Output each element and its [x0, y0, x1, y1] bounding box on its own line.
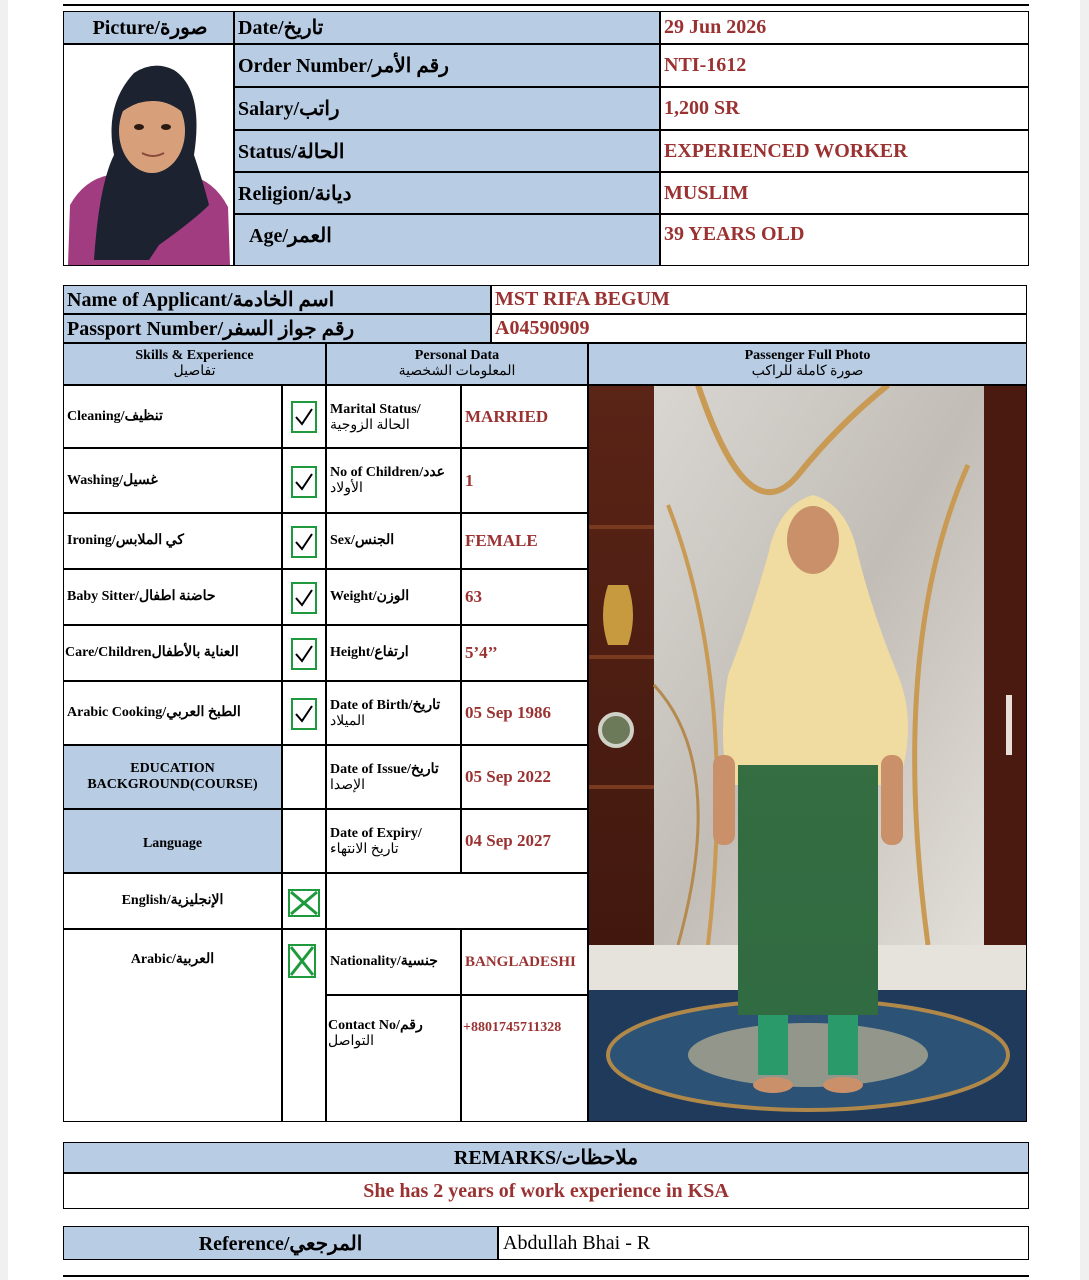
- status-label: Status/الحالة: [234, 130, 660, 172]
- checkmark-icon: [291, 638, 317, 670]
- date-of-birth-value: 05 Sep 1986: [461, 681, 588, 745]
- children-value: 1: [461, 448, 588, 513]
- children-label: [326, 448, 461, 513]
- language-arabic-cell: [282, 929, 326, 1122]
- photo-header-en: Passenger Full Photo: [744, 348, 871, 363]
- checkmark-icon: [291, 582, 317, 614]
- contact-label-line2: التواصل: [328, 1034, 374, 1049]
- applicant-name-value: MST RIFA BEGUM: [491, 285, 1027, 314]
- skill-label-arabic-cooking: Arabic Cooking/الطبخ العربي: [63, 681, 282, 745]
- skill-label-cleaning: Cleaning/تنظيف: [63, 385, 282, 448]
- language-label: Language: [63, 809, 282, 873]
- checkmark-icon: [291, 401, 317, 433]
- language-english-cell: [282, 873, 326, 929]
- top-rule: [63, 4, 1029, 6]
- dob-label-line2: الميلاد: [330, 714, 366, 729]
- marital-status-value: MARRIED: [461, 385, 588, 448]
- marital-label-line2: الحالة الزوجية: [330, 418, 410, 433]
- x-mark-icon: [288, 889, 320, 917]
- language-arabic-label: Arabic/العربية: [63, 929, 282, 1122]
- skill-check-cell-arabic-cooking: [282, 681, 326, 745]
- salary-value: 1,200 SR: [660, 87, 1029, 130]
- issue-label-line1: Date of Issue/تاريخ: [330, 762, 439, 777]
- issue-label-line2: الإصدا: [330, 778, 365, 793]
- date-of-expiry-label: [326, 809, 461, 873]
- order-number-value: NTI-1612: [660, 44, 1029, 87]
- marital-status-label: [326, 385, 461, 448]
- expiry-label-line1: Date of Expiry/: [330, 826, 422, 841]
- nationality-label: Nationality/جنسية: [326, 929, 461, 995]
- age-value: 39 YEARS OLD: [660, 214, 1029, 266]
- nationality-value: BANGLADESHI: [461, 929, 588, 995]
- skill-label-washing: Washing/غسيل: [63, 448, 282, 513]
- skill-check-cell-baby-sitter: [282, 569, 326, 625]
- cv-page: [8, 0, 1080, 1280]
- weight-label: Weight/الوزن: [326, 569, 461, 625]
- skill-check-cell-ironing: [282, 513, 326, 569]
- skills-header-ar: تفاصيل: [173, 364, 216, 379]
- checkmark-icon: [291, 466, 317, 498]
- date-of-expiry-value: 04 Sep 2027: [461, 809, 588, 873]
- passport-number-value: A04590909: [491, 314, 1027, 343]
- photo-header-ar: صورة كاملة للراكب: [751, 364, 864, 379]
- language-empty-cell: [282, 809, 326, 873]
- contact-label-line1: Contact No/رقم: [328, 1018, 423, 1033]
- skill-label-ironing: Ironing/كي الملابس: [63, 513, 282, 569]
- personal-empty-row: [326, 873, 588, 929]
- reference-label: Reference/المرجعي: [63, 1226, 498, 1260]
- expiry-label-line2: تاريخ الانتهاء: [330, 842, 399, 857]
- skill-check-cell-care-children: [282, 625, 326, 681]
- checkmark-icon: [291, 698, 317, 730]
- sex-value: FEMALE: [461, 513, 588, 569]
- skill-check-cell-cleaning: [282, 385, 326, 448]
- children-label-line2: الأولاد: [330, 481, 363, 496]
- age-label: Age/العمر: [234, 214, 660, 266]
- personal-header-en: Personal Data: [414, 348, 500, 363]
- skill-label-care-children: Care/Childrenالعناية بالأطفال: [63, 625, 282, 681]
- weight-value: 63: [461, 569, 588, 625]
- checkmark-icon: [291, 526, 317, 558]
- skill-label-baby-sitter: Baby Sitter/حاضنة اطفال: [63, 569, 282, 625]
- personal-data-header: [326, 343, 588, 385]
- date-of-birth-label: [326, 681, 461, 745]
- education-empty-cell: [282, 745, 326, 809]
- personal-header-ar: المعلومات الشخصية: [398, 364, 516, 379]
- x-mark-icon: [288, 944, 316, 978]
- photo-frame: [588, 385, 1027, 1122]
- height-value: 5’4’’: [461, 625, 588, 681]
- religion-label: Religion/ديانة: [234, 172, 660, 214]
- date-value: 29 Jun 2026: [660, 11, 1029, 44]
- children-label-line1: No of Children/عدد: [330, 465, 446, 480]
- remarks-label: REMARKS/ملاحظات: [63, 1142, 1029, 1173]
- contact-value: +8801745711328: [461, 995, 588, 1122]
- full-photo-header: [588, 343, 1027, 385]
- skills-header: [63, 343, 326, 385]
- salary-label: Salary/راتب: [234, 87, 660, 130]
- height-label: Height/ارتفاع: [326, 625, 461, 681]
- bottom-rule: [63, 1275, 1029, 1277]
- order-number-label: Order Number/رقم الأمر: [234, 44, 660, 87]
- status-value: EXPERIENCED WORKER: [660, 130, 1029, 172]
- picture-label: Picture/صورة: [63, 11, 234, 44]
- portrait-photo: [63, 44, 234, 266]
- date-of-issue-value: 05 Sep 2022: [461, 745, 588, 809]
- marital-label-line1: Marital Status/: [330, 402, 421, 417]
- skill-check-cell-washing: [282, 448, 326, 513]
- passport-number-label: Passport Number/رقم جواز السفر: [63, 314, 491, 343]
- date-label: Date/تاريخ: [234, 11, 660, 44]
- skills-header-en: Skills & Experience: [135, 348, 254, 363]
- reference-value: Abdullah Bhai - R: [498, 1226, 1029, 1260]
- education-background-label: EDUCATION BACKGROUND(COURSE): [63, 745, 282, 809]
- dob-label-line1: Date of Birth/تاريخ: [330, 698, 441, 713]
- date-of-issue-label: [326, 745, 461, 809]
- religion-value: MUSLIM: [660, 172, 1029, 214]
- applicant-name-label: Name of Applicant/اسم الخادمة: [63, 285, 491, 314]
- remarks-value: She has 2 years of work experience in KSA: [63, 1173, 1029, 1209]
- contact-label: [326, 995, 461, 1122]
- language-english-label: English/الإنجليزية: [63, 873, 282, 929]
- sex-label: Sex/الجنس: [326, 513, 461, 569]
